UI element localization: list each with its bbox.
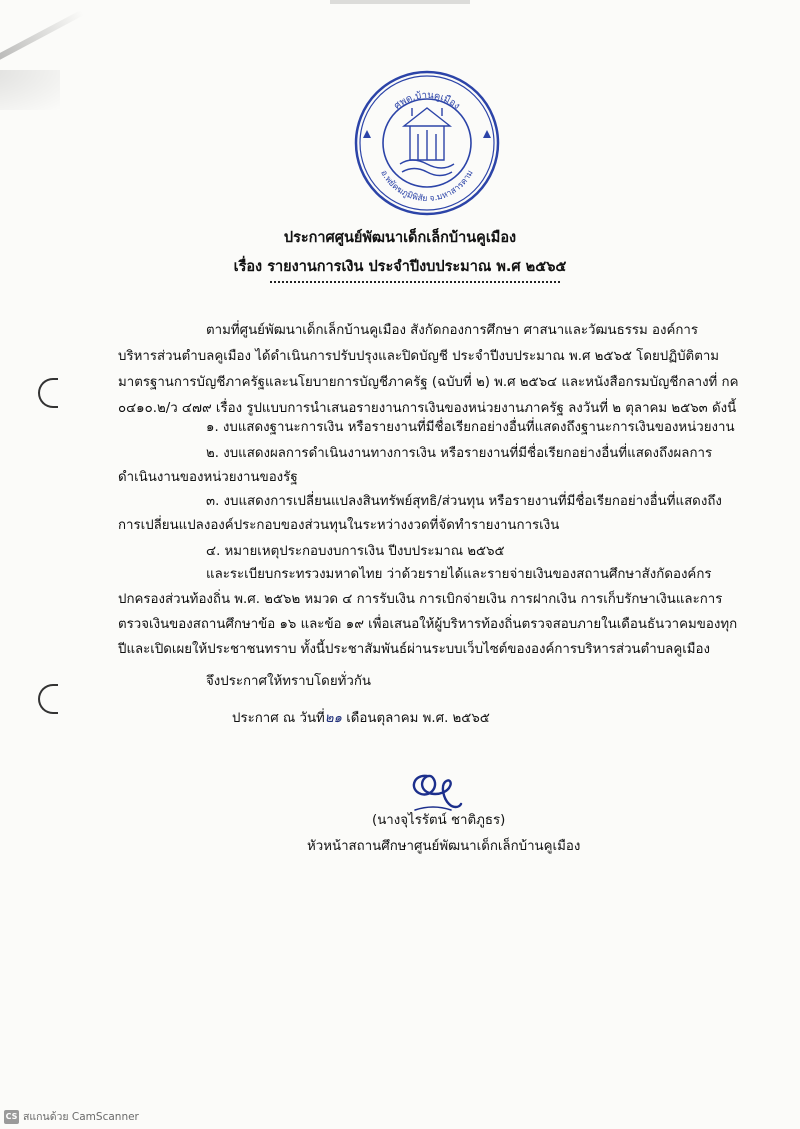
scan-top-mark <box>330 0 470 4</box>
list-item-continuation: การเปลี่ยนแปลงองค์ประกอบของส่วนทุนในระหว่างงวดที่จัดทำรายงานการเงิน <box>118 518 560 533</box>
signature-icon <box>405 766 463 818</box>
page-fold-shadow <box>0 10 84 76</box>
seal-building-emblem <box>400 108 454 176</box>
closing-text: จึงประกาศให้ทราบโดยทั่วกัน <box>206 674 371 689</box>
body-line: ปีและเปิดเผยให้ประชาชนทราบ ทั้งนี้ประชาสัมพันธ์ผ่านระบบเว็บไซต์ขององค์การบริหารส่วนตำบลคูเมือง <box>118 642 711 657</box>
announcement-subject: เรื่อง รายงานการเงิน ประจำปีงบประมาณ พ.ศ ๒๕๖๕ <box>233 259 567 275</box>
signatory-position: หัวหน้าสถานศึกษาศูนย์พัฒนาเด็กเล็กบ้านคูเมือง <box>307 839 581 854</box>
list-item: ๒. งบแสดงผลการดำเนินงานทางการเงิน หรือรายงานที่มีชื่อเรียกอย่างอื่นที่แสดงถึงผลการ <box>206 446 713 461</box>
list-item-continuation: ดำเนินงานของหน่วยงานของรัฐ <box>118 470 298 485</box>
body-line: ตรวจเงินของสถานศึกษาข้อ ๑๖ และข้อ ๑๙ เพื่อเสนอให้ผู้บริหารท้องถิ่นตรวจสอบภายในเดือนธันวาคมของทุก <box>118 617 738 632</box>
scanner-watermark-text: สแกนด้วย CamScanner <box>23 1111 139 1123</box>
announce-suffix: เดือนตุลาคม พ.ศ. ๒๕๖๕ <box>342 711 490 726</box>
seal-top-text: ศพด.บ้านคูเมือง <box>392 89 463 112</box>
list-item: ๔. หมายเหตุประกอบงบการเงิน ปีงบประมาณ ๒๕๖๕ <box>206 544 505 559</box>
dotted-divider <box>270 281 560 283</box>
list-item: ๑. งบแสดงฐานะการเงิน หรือรายงานที่มีชื่อเรียกอย่างอื่นที่แสดงถึงฐานะการเงินของหน่วยงาน <box>206 420 735 435</box>
body-line: ๐๔๑๐.๒/ว ๔๗๙ เรื่อง รูปแบบการนำเสนอรายงานการเงินของหน่วยงานภาครัฐ ลงวันที่ ๒ ตุลาคม ๒๕๖๓ ดังนี้ <box>118 401 737 416</box>
signatory-name: (นางจุไรรัตน์ ชาติภูธร) <box>372 813 506 828</box>
seal-bottom-text: อ.พยัคฆภูมิพิสัย จ.มหาสารคาม <box>378 168 476 205</box>
body-line: มาตรฐานการบัญชีภาครัฐและนโยบายการบัญชีภาครัฐ (ฉบับที่ ๒) พ.ศ ๒๕๖๔ และหนังสือกรมบัญชีกลางที่ กค <box>118 375 739 390</box>
page-corner-shadow <box>0 70 60 110</box>
announce-day-handwritten: ๒๑ <box>324 711 343 726</box>
binder-hole <box>38 378 58 408</box>
list-item: ๓. งบแสดงการเปลี่ยนแปลงสินทรัพย์สุทธิ/ส่วนทุน หรือรายงานที่มีชื่อเรียกอย่างอื่นที่แสดงถึง <box>206 494 722 509</box>
body-line: บริหารส่วนตำบลคูเมือง ได้ดำเนินการปรับปรุงและปิดบัญชี ประจำปีงบประมาณ พ.ศ ๒๕๖๕ โดยปฏิบัติตาม <box>118 349 720 364</box>
binder-hole <box>38 684 58 714</box>
camscanner-logo-icon: CS <box>4 1110 19 1124</box>
body-line: ตามที่ศูนย์พัฒนาเด็กเล็กบ้านคูเมือง สังกัดกองการศึกษา ศาสนาและวัฒนธรรม องค์การ <box>206 323 699 338</box>
announcement-title: ประกาศศูนย์พัฒนาเด็กเล็กบ้านคูเมือง <box>283 230 517 246</box>
official-seal-icon <box>352 68 502 218</box>
scanner-watermark <box>4 1108 139 1125</box>
announce-date <box>232 710 490 728</box>
body-line: และระเบียบกระทรวงมหาดไทย ว่าด้วยรายได้และรายจ่ายเงินของสถานศึกษาสังกัดองค์กร <box>206 567 712 582</box>
announce-prefix: ประกาศ ณ วันที่ <box>232 711 325 726</box>
body-line: ปกครองส่วนท้องถิ่น พ.ศ. ๒๕๖๒ หมวด ๔ การรับเงิน การเบิกจ่ายเงิน การฝากเงิน การเก็บรักษาเงินและการ <box>118 592 723 607</box>
